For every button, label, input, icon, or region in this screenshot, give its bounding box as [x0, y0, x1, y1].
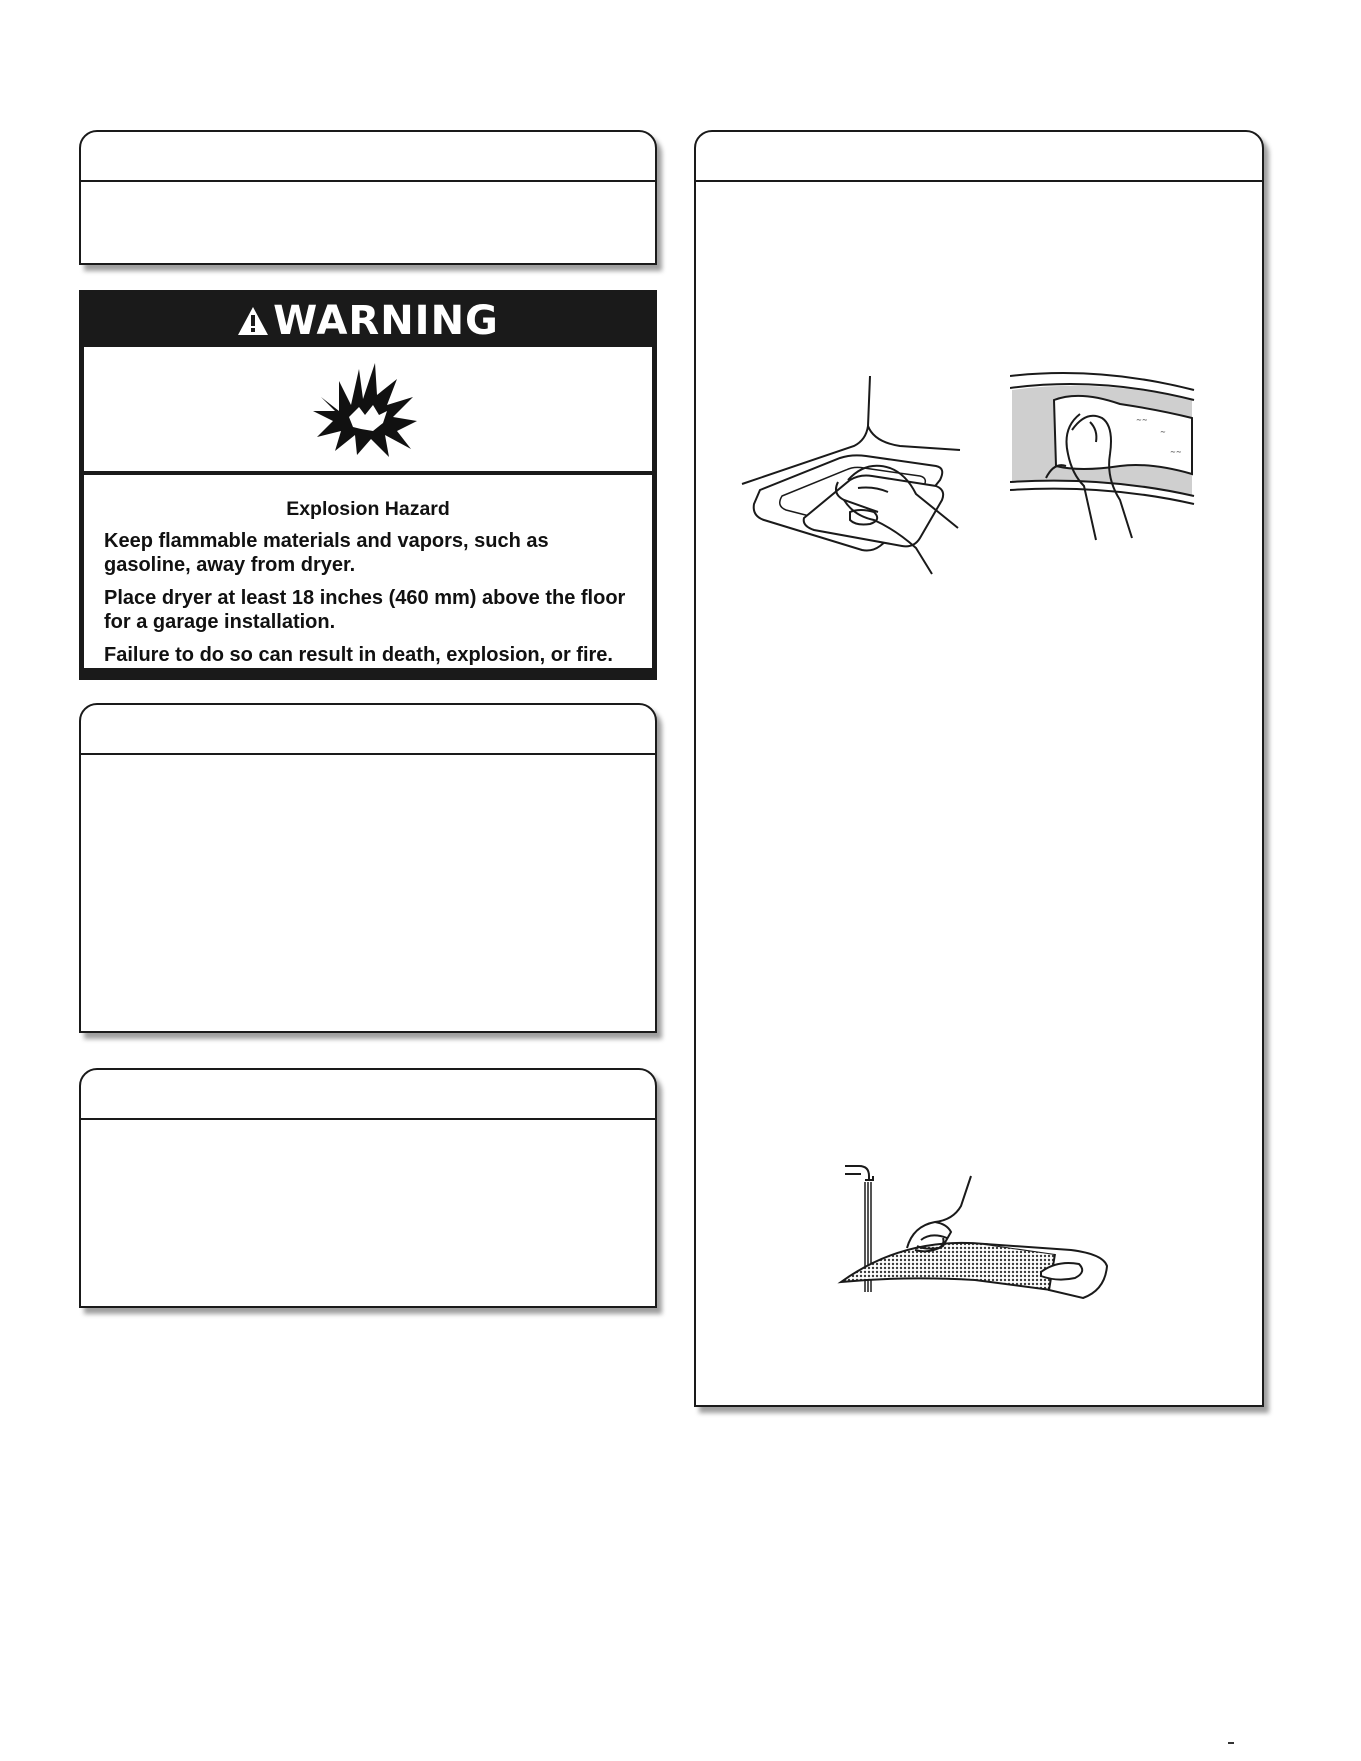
warning-line: Place dryer at least 18 inches (460 mm) above the floor for a garage installation.: [104, 587, 626, 633]
section-header-rule: [81, 1118, 655, 1120]
hazard-title: Explosion Hazard: [286, 498, 450, 520]
section-box-top-left: [79, 130, 657, 265]
warning-title: WARNING: [273, 298, 499, 344]
warning-line: Failure to do so can result in death, explosion, or fire.: [104, 644, 613, 666]
section-header-rule: [81, 753, 655, 755]
lint-screen-washing-illustration: [835, 1158, 1125, 1318]
section-header-rule: [81, 180, 655, 182]
svg-text:∼∼: ∼∼: [1170, 448, 1182, 456]
lint-screen-removal-illustration: [740, 370, 980, 580]
alert-triangle-icon: [237, 305, 269, 337]
lint-trap-cleaning-illustration: [1010, 370, 1210, 550]
section-header-rule: [696, 180, 1262, 182]
explosion-icon: [313, 359, 423, 459]
warning-panel: [79, 290, 657, 680]
svg-text:∼∼: ∼∼: [1136, 416, 1148, 424]
section-box-middle-left: [79, 703, 657, 1033]
section-box-bottom-left: [79, 1068, 657, 1308]
svg-text:∼: ∼: [1160, 428, 1166, 436]
warning-line: Keep flammable materials and vapors, such as gasoline, away from dryer.: [104, 530, 549, 576]
page-footer-mark: [1228, 1742, 1234, 1744]
warning-body: [84, 475, 652, 668]
warning-symbol-area: [84, 347, 652, 471]
warning-header: [84, 295, 652, 347]
